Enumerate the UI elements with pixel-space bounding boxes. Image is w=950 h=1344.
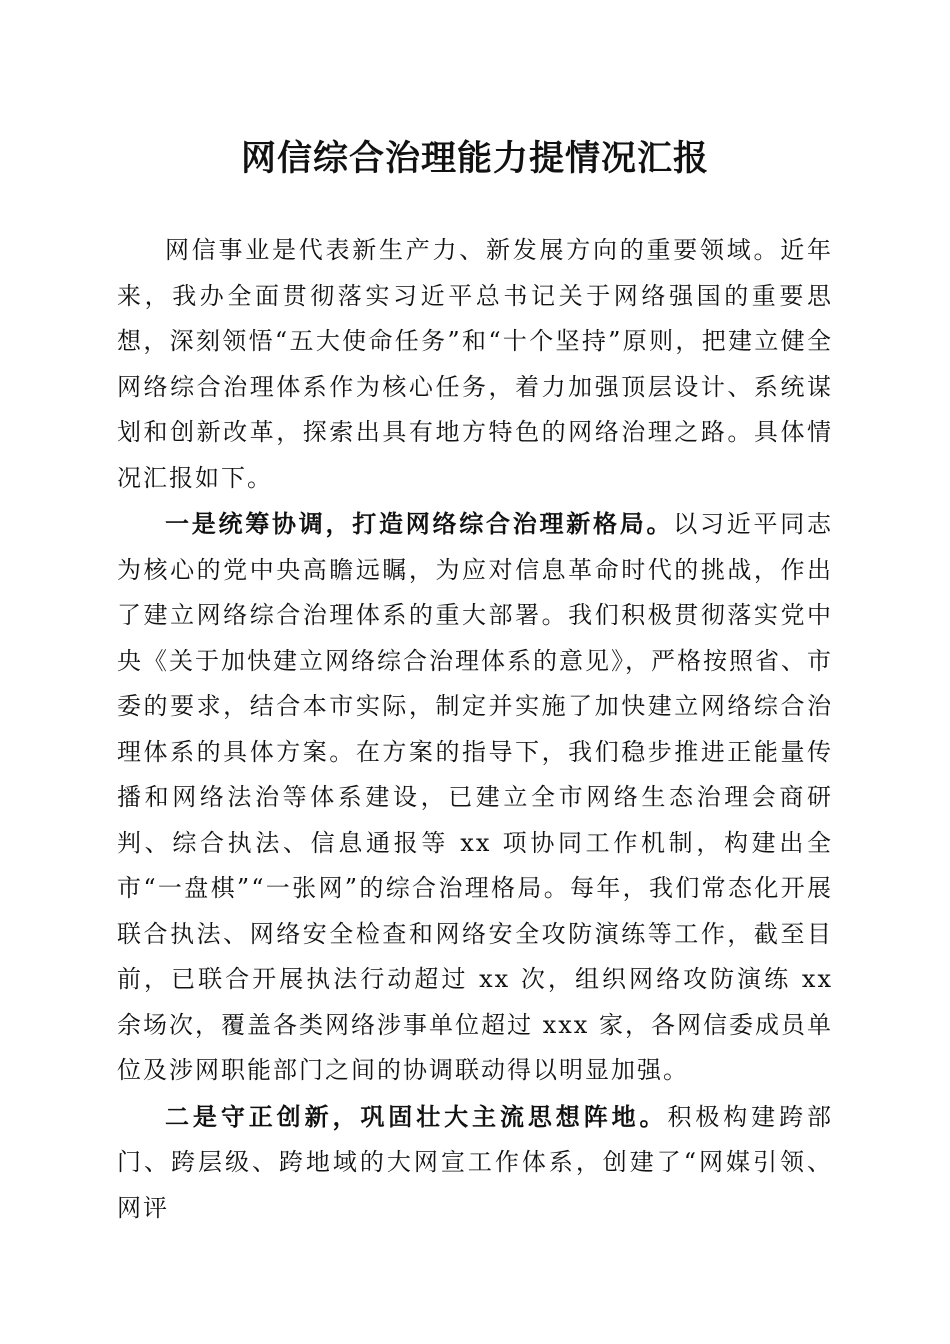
- paragraph-intro: [117, 228, 833, 501]
- paragraph-text: 网信事业是代表新生产力、新发展方向的重要领域。近年来，我办全面贯彻落实习近平总书记关于网络强国的重要思想，深刻领悟“五大使命任务”和“十个坚持”原则，把建立健全网络综合治理体系作为核心任务，着力加强顶层设计、系统谋划和创新改革，探索出具有地方特色的网络治理之路。具体情况汇报如下。: [117, 236, 833, 492]
- document-title: 网信综合治理能力提情况汇报: [240, 138, 709, 179]
- paragraph-text: 积极构建跨部门、跨层级、跨地域的大网宣工作体系，创建了“网媒引领、网评: [117, 1102, 834, 1222]
- paragraph-section-1: [117, 501, 833, 1094]
- paragraph-section-2: [117, 1094, 833, 1232]
- section-heading: 一是统筹协调，打造网络综合治理新格局。: [165, 509, 674, 538]
- paragraph-text: 以习近平同志为核心的党中央高瞻远瞩，为应对信息革命时代的挑战，作出了建立网络综合治理体系的重大部署。我们积极贯彻落实党中央《关于加快建立网络综合治理体系的意见》，严格按照省、市委的要求，结合本市实际，制定并实施了加快建立网络综合治理体系的具体方案。在方案的指导下，我们稳步推进正能量传播和网络法治等体系建设，已建立全市网络生态治理会商研判、综合执法、信息通报等 xx 项协同工作机制，构建出全市“一盘棋”“一张网”的综合治理格局。每年，我们常态化开展联合执法、网络安全检查和网络安全攻防演练等工作，截至目前，已联合开展执法行动超过 xx 次，组织网络攻防演练 xx 余场次，覆盖各类网络涉事单位超过 xxx 家，各网信委成员单位及涉网职能部门之间的协调联动得以明显加强。: [117, 510, 833, 1084]
- document-body: [117, 228, 833, 1231]
- section-heading: 二是守正创新，巩固壮大主流思想阵地。: [165, 1101, 668, 1131]
